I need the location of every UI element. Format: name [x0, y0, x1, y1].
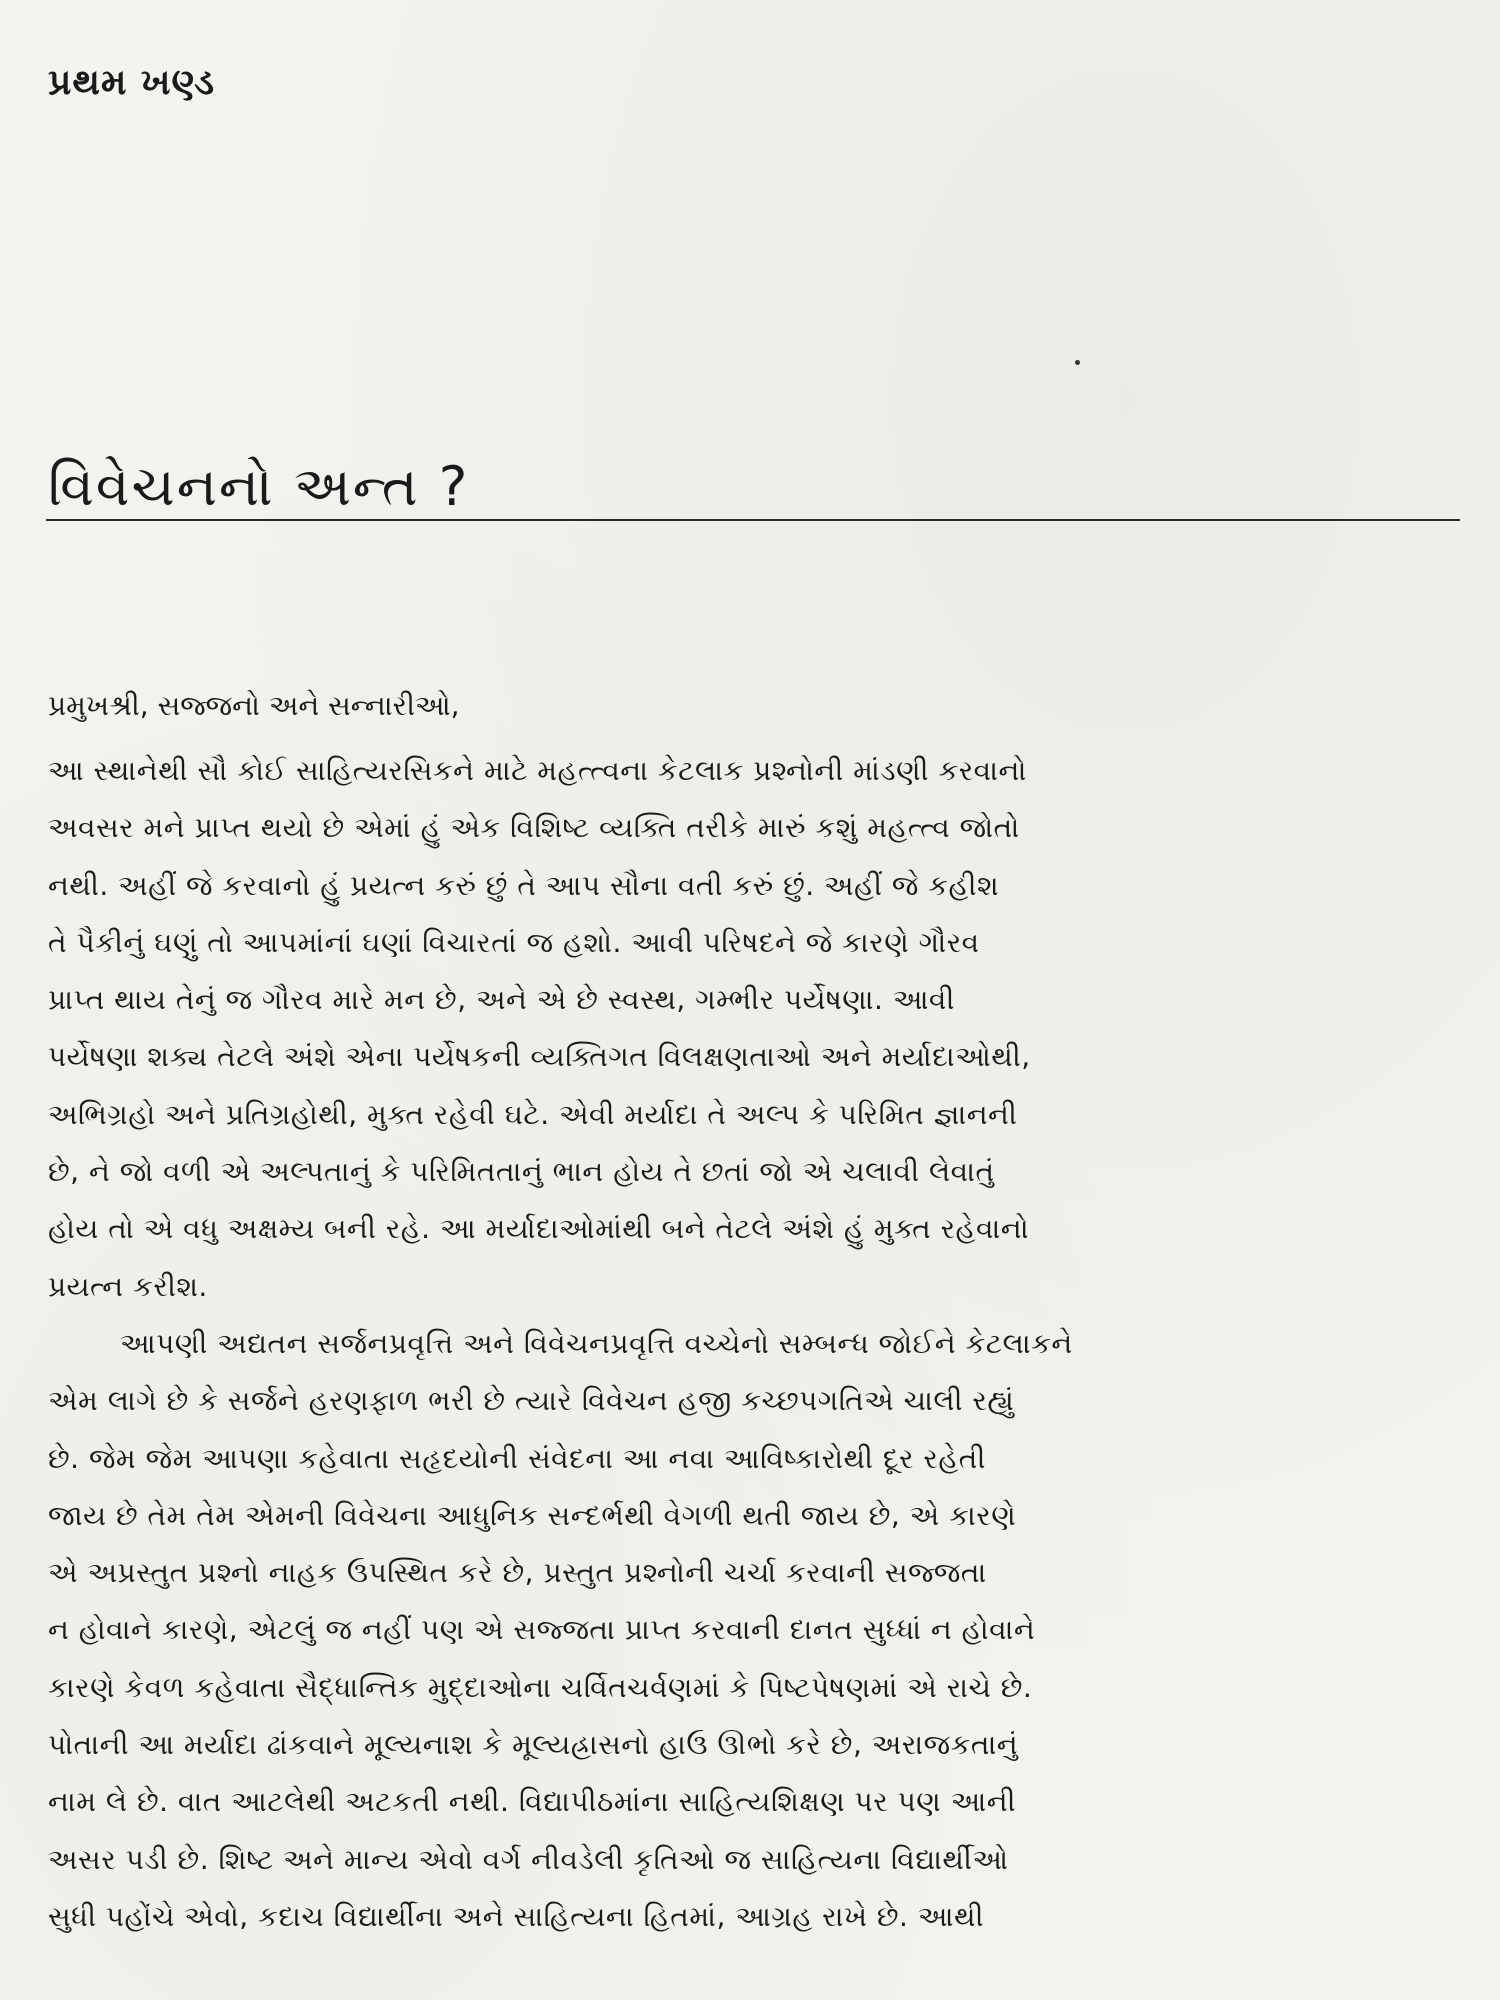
text-line: આ સ્થાનેથી સૌ કોઈ સાહિત્યરસિકને માટે મહત્ત્વના કેટલાક પ્રશ્નોની માંડણી કરવાનો [48, 754, 1027, 787]
text-line: અભિગ્રહો અને પ્રતિગ્રહોથી, મુક્ત રહેવી ઘટે. એવી મર્યાદા તે અલ્પ કે પરિમિત જ્ઞાનની [48, 1097, 1018, 1131]
text-line: અવસર મને પ્રાપ્ત થયો છે એમાં હું એક વિશિષ્ટ વ્યક્તિ તરીકે મારું કશું મહત્ત્વ જોતો [48, 811, 1020, 845]
text-line: એમ લાગે છે કે સર્જને હરણફાળ ભરી છે ત્યારે વિવેચન હજી કચ્છપગતિએ ચાલી રહ્યું [48, 1384, 1015, 1418]
text-line: ન હોવાને કારણે, એટલું જ નહીં પણ એ સજ્જતા પ્રાપ્ત કરવાની દાનત સુધ્ધાં ન હોવાને [48, 1613, 1036, 1647]
text-line: પ્રાપ્ત થાય તેનું જ ગૌરવ મારે મન છે, અને એ છે સ્વસ્થ, ગમ્ભીર પર્યેષણા. આવી [48, 983, 955, 1017]
article-body [48, 742, 1458, 1945]
salutation: પ્રમુખશ્રી, સજ્જનો અને સન્નારીઓ, [48, 689, 460, 722]
text-line: જાય છે તેમ તેમ એમની વિવેચના આધુનિક સન્દર્ભથી વેગળી થતી જાય છે, એ કારણે [48, 1498, 1017, 1532]
text-line: પોતાની આ મર્યાદા ઢાંકવાને મૂલ્યનાશ કે મૂલ્યહ્રાસનો હાઉ ઊભો કરે છે, અરાજકતાનું [48, 1728, 1019, 1762]
text-line: સુધી પહોંચે એવો, કદાચ વિદ્યાર્થીના અને સાહિત્યના હિતમાં, આગ્રહ રાખે છે. આથી [48, 1899, 984, 1933]
text-line: પ્રયત્ન કરીશ. [48, 1269, 208, 1303]
text-line: હોય તો એ વધુ અક્ષમ્ય બની રહે. આ મર્યાદાઓમાંથી બને તેટલે અંશે હું મુક્ત રહેવાનો [48, 1212, 1030, 1246]
text-line: પર્યેષણા શક્ય તેટલે અંશે એના પર્યેષકની વ્યક્તિગત વિલક્ષણતાઓ અને મર્યાદાઓથી, [48, 1040, 1031, 1074]
text-line: કારણે કેવળ કહેવાતા સૈદ્ધાન્તિક મુદ્દાઓના ચર્વિતચર્વણમાં કે પિષ્ટપેષણમાં એ રાચે છે. [48, 1670, 1033, 1704]
text-line: છે. જેમ જેમ આપણા કહેવાતા સહૃદયોની સંવેદના આ નવા આવિષ્કારોથી દૂર રહેતી [48, 1441, 986, 1475]
section-header: પ્રથમ ખણ્ડ [48, 62, 215, 103]
text-line: નામ લે છે. વાત આટલેથી અટકતી નથી. વિદ્યાપીઠમાંના સાહિત્યશિક્ષણ પર પણ આની [48, 1785, 1017, 1819]
title-rule [46, 519, 1460, 521]
text-line: નથી. અહીં જે કરવાનો હું પ્રયત્ન કરું છું તે આપ સૌના વતી કરું છું. અહીં જે કહીશ [48, 868, 1000, 902]
paragraph-start-line: આપણી અદ્યતન સર્જનપ્રવૃત્તિ અને વિવેચનપ્રવૃત્તિ વચ્ચેનો સમ્બન્ધ જોઈને કેટલાકને [120, 1326, 1073, 1360]
article-title: વિવેચનનો અન્ત ? [48, 455, 470, 518]
ink-speck [1075, 360, 1080, 365]
text-line: છે, ને જો વળી એ અલ્પતાનું કે પરિમિતતાનું ભાન હોય તે છતાં જો એ ચલાવી લેવાતું [48, 1155, 995, 1189]
text-line: તે પૈકીનું ઘણું તો આપમાંનાં ઘણાં વિચારતાં જ હશો. આવી પરિષદને જે કારણે ગૌરવ [48, 925, 980, 959]
text-line: અસર પડી છે. શિષ્ટ અને માન્ય એવો વર્ગ નીવડેલી કૃતિઓ જ સાહિત્યના વિદ્યાર્થીઓ [48, 1842, 1009, 1876]
text-line: એ અપ્રસ્તુત પ્રશ્નો નાહક ઉપસ્થિત કરે છે, પ્રસ્તુત પ્રશ્નોની ચર્ચા કરવાની સજ્જતા [48, 1556, 987, 1590]
